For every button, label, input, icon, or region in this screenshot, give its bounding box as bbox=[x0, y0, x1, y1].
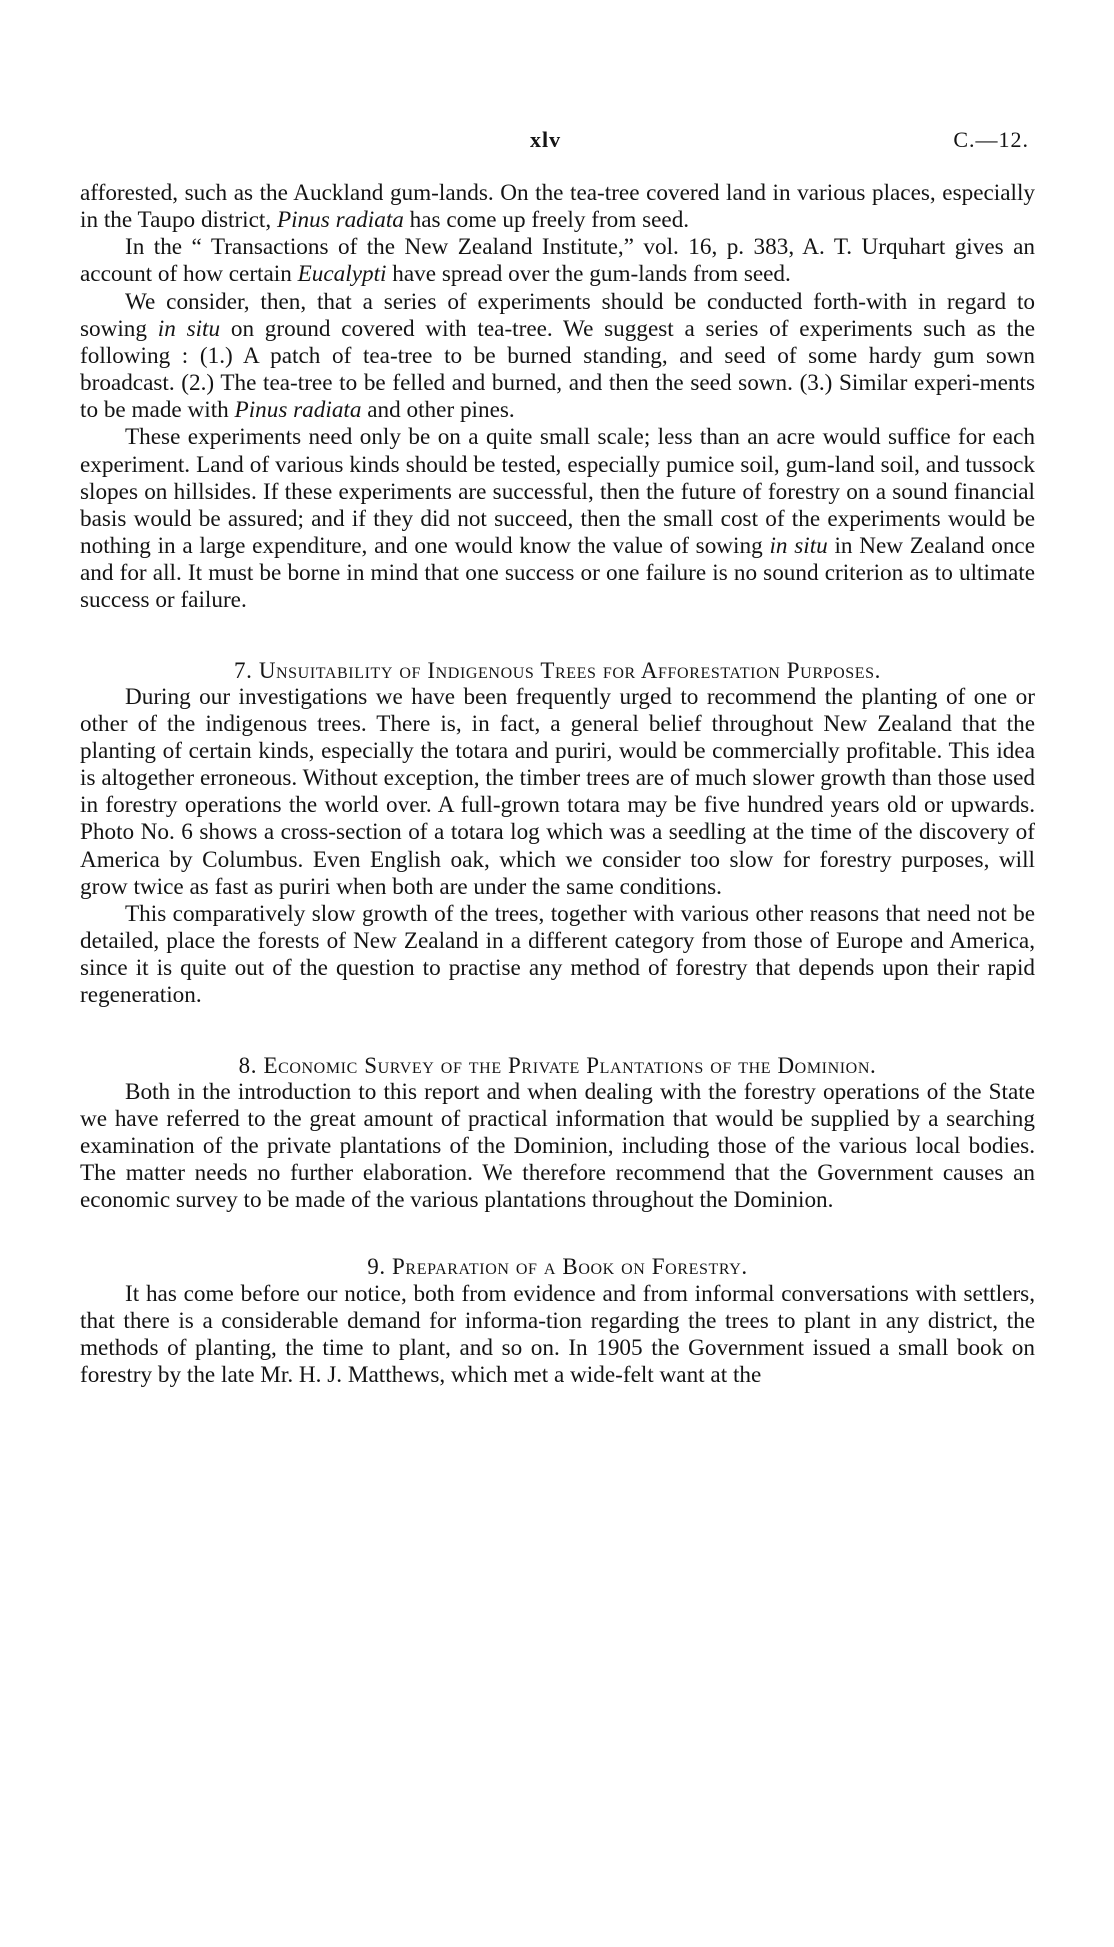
paragraph-small-scale: These experiments need only be on a quite small scale; less than an acre would suffice for each experiment. Land of various kinds should be tested, especially pumice soil, gum-land soil, and tussock slopes on hillsides. If these experiments are successful, then the future of forestry on a sound financial basis would be assured; and if they did not succeed, then the small cost of the experiments would be nothing in a large expenditure, and one would know the value of sowing in situ in New Zealand once and for all. It must be borne in mind that one success or one failure is no sound criterion as to ultimate success or failure. bbox=[80, 424, 1035, 614]
page-number: xlv bbox=[530, 127, 562, 152]
body-text bbox=[80, 180, 1035, 1389]
heading-section-9: 9. Preparation of a Book on Forestry. bbox=[367, 1254, 748, 1280]
paragraph-afforested: afforested, such as the Auckland gum-lands. On the tea-tree covered land in various places, especially in the Taupo district, Pinus radiata has come up freely from seed. bbox=[80, 180, 1035, 234]
paragraph-slow-growth: This comparatively slow growth of the trees, together with various other reasons that need not be detailed, place the forests of New Zealand in a different category from those of Europe and America, since it is quite out of the question to practise any method of forestry that depends upon their rapid regeneration. bbox=[80, 900, 1035, 1009]
heading-section-7: 7. Unsuitability of Indigenous Trees for Afforestation Purposes. bbox=[234, 657, 881, 683]
running-header bbox=[80, 127, 1035, 157]
paragraph-book-on-forestry: It has come before our notice, both from evidence and from informal conversations with settlers, that there is a considerable demand for informa-tion regarding the trees to plant in any district, the methods of planting, the time to plant, and so on. In 1905 the Government issued a small book on forestry by the late Mr. H. J. Matthews, which met a wide-felt want at the bbox=[80, 1280, 1035, 1389]
paragraph-experiments: We consider, then, that a series of experiments should be conducted forth-with in regard to sowing in situ on ground covered with tea-tree. We suggest a series of experiments such as the following : (1.) A patch of tea-tree to be burned standing, and seed of some hardy gum sown broadcast. (2.) The tea-tree to be felled and burned, and then the seed sown. (3.) Similar experi-ments to be made with Pinus radiata and other pines. bbox=[80, 288, 1035, 424]
paragraph-indigenous-trees: During our investigations we have been frequently urged to recommend the planting of one or other of the indigenous trees. There is, in fact, a general belief throughout New Zealand that the planting of certain kinds, especially the totara and puriri, would be commercially profitable. This idea is altogether erroneous. Without exception, the timber trees are of much slower growth than those used in forestry operations the world over. A full-grown totara may be five hundred years old or upwards. Photo No. 6 shows a cross-section of a totara log which was a seedling at the time of the discovery of America by Columbus. Even English oak, which we consider too slow for forestry purposes, will grow twice as fast as puriri when both are under the same conditions. bbox=[80, 683, 1035, 900]
paper-reference: C.—12. bbox=[953, 127, 1029, 152]
paragraph-economic-survey: Both in the introduction to this report and when dealing with the forestry operations of the State we have referred to the great amount of practical information that would be supplied by a searching examination of the private plantations of the Dominion, including those of the various local bodies. The matter needs no further elaboration. We therefore recommend that the Government causes an economic survey to be made of the various plantations throughout the Dominion. bbox=[80, 1078, 1035, 1214]
heading-section-8: 8. Economic Survey of the Private Plantations of the Dominion. bbox=[238, 1052, 877, 1078]
paragraph-transactions: In the “ Transactions of the New Zealand Institute,” vol. 16, p. 383, A. T. Urquhart gives an account of how certain Eucalypti have spread over the gum-lands from seed. bbox=[80, 234, 1035, 288]
